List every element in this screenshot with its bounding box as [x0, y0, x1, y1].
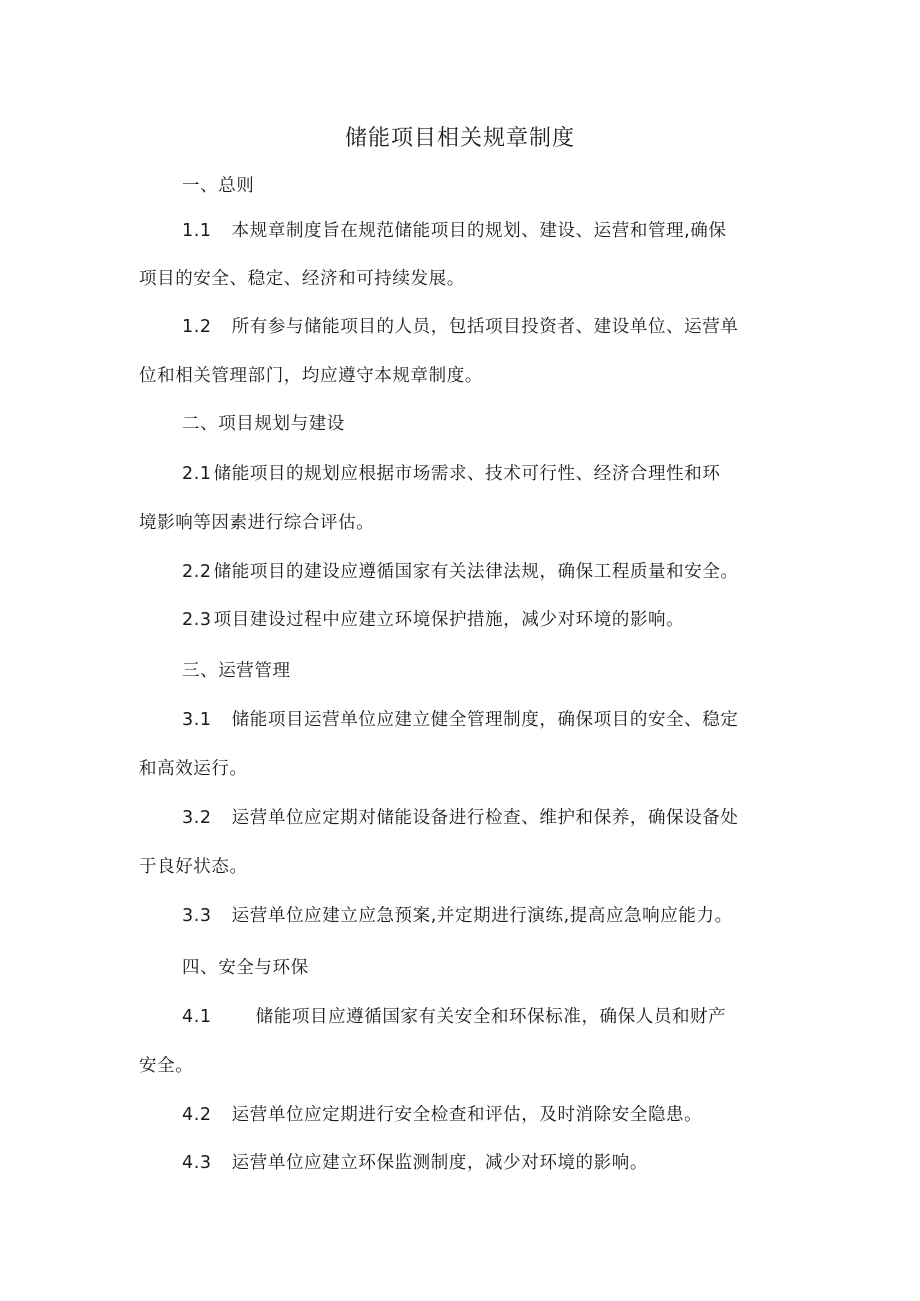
clause-2-1-line-1	[182, 460, 720, 488]
clause-4-3	[182, 1149, 648, 1177]
clause-number: 3.1	[182, 710, 212, 730]
clause-number: 4.2	[182, 1105, 212, 1125]
clause-number: 2.3	[182, 610, 212, 630]
clause-number: 2.1	[182, 464, 212, 484]
clause-number: 3.3	[182, 906, 212, 926]
clause-text: 运营单位应建立环保监测制度，减少对环境的影响。	[231, 1153, 648, 1173]
clause-2-2	[182, 558, 739, 586]
clause-3-2-line-2: 于良好状态。	[139, 857, 248, 877]
clause-4-1-line-1	[182, 1003, 726, 1031]
clause-text: 储能项目的建设应遵循国家有关法律法规，确保工程质量和安全。	[213, 562, 739, 582]
clause-4-2	[182, 1101, 702, 1129]
clause-2-1-line-2: 境影响等因素进行综合评估。	[139, 513, 375, 533]
clause-number: 4.1	[182, 1007, 212, 1027]
clause-3-1-line-2: 和高效运行。	[139, 759, 248, 779]
section-heading-planning: 二、项目规划与建设	[182, 414, 345, 434]
clause-4-1-line-2: 安全。	[139, 1056, 194, 1076]
clause-number: 1.1	[182, 221, 212, 241]
document-title: 储能项目相关规章制度	[344, 126, 575, 151]
clause-1-2-line-1	[182, 313, 738, 341]
clause-1-2-line-2: 位和相关管理部门，均应遵守本规章制度。	[139, 366, 483, 386]
clause-text: 所有参与储能项目的人员，包括项目投资者、建设单位、运营单	[231, 317, 739, 337]
section-heading-general: 一、总则	[182, 176, 255, 196]
clause-number: 4.3	[182, 1153, 212, 1173]
clause-text: 储能项目的规划应根据市场需求、技术可行性、经济合理性和环	[213, 464, 721, 484]
section-heading-operations: 三、运营管理	[182, 661, 291, 681]
clause-3-3	[182, 902, 733, 930]
clause-2-3	[182, 606, 684, 634]
clause-text: 运营单位应建立应急预案,并定期进行演练,提高应急响应能力。	[231, 906, 733, 926]
clause-number: 3.2	[182, 808, 212, 828]
clause-text: 运营单位应定期进行安全检查和评估，及时消除安全隐患。	[231, 1105, 703, 1125]
clause-1-1-line-1	[182, 217, 727, 245]
clause-3-1-line-1	[182, 706, 738, 734]
clause-text: 储能项目应遵循国家有关安全和环保标准，确保人员和财产	[255, 1007, 727, 1027]
clause-3-2-line-1	[182, 804, 738, 832]
clause-1-1-line-2: 项目的安全、稳定、经济和可持续发展。	[139, 269, 465, 289]
clause-text: 运营单位应定期对储能设备进行检查、维护和保养，确保设备处	[231, 808, 739, 828]
clause-text: 项目建设过程中应建立环境保护措施，减少对环境的影响。	[213, 610, 685, 630]
section-heading-safety: 四、安全与环保	[182, 958, 309, 978]
clause-number: 1.2	[182, 317, 212, 337]
clause-text: 储能项目运营单位应建立健全管理制度，确保项目的安全、稳定	[231, 710, 739, 730]
clause-number: 2.2	[182, 562, 212, 582]
clause-text: 本规章制度旨在规范储能项目的规划、建设、运营和管理,确保	[231, 221, 727, 241]
